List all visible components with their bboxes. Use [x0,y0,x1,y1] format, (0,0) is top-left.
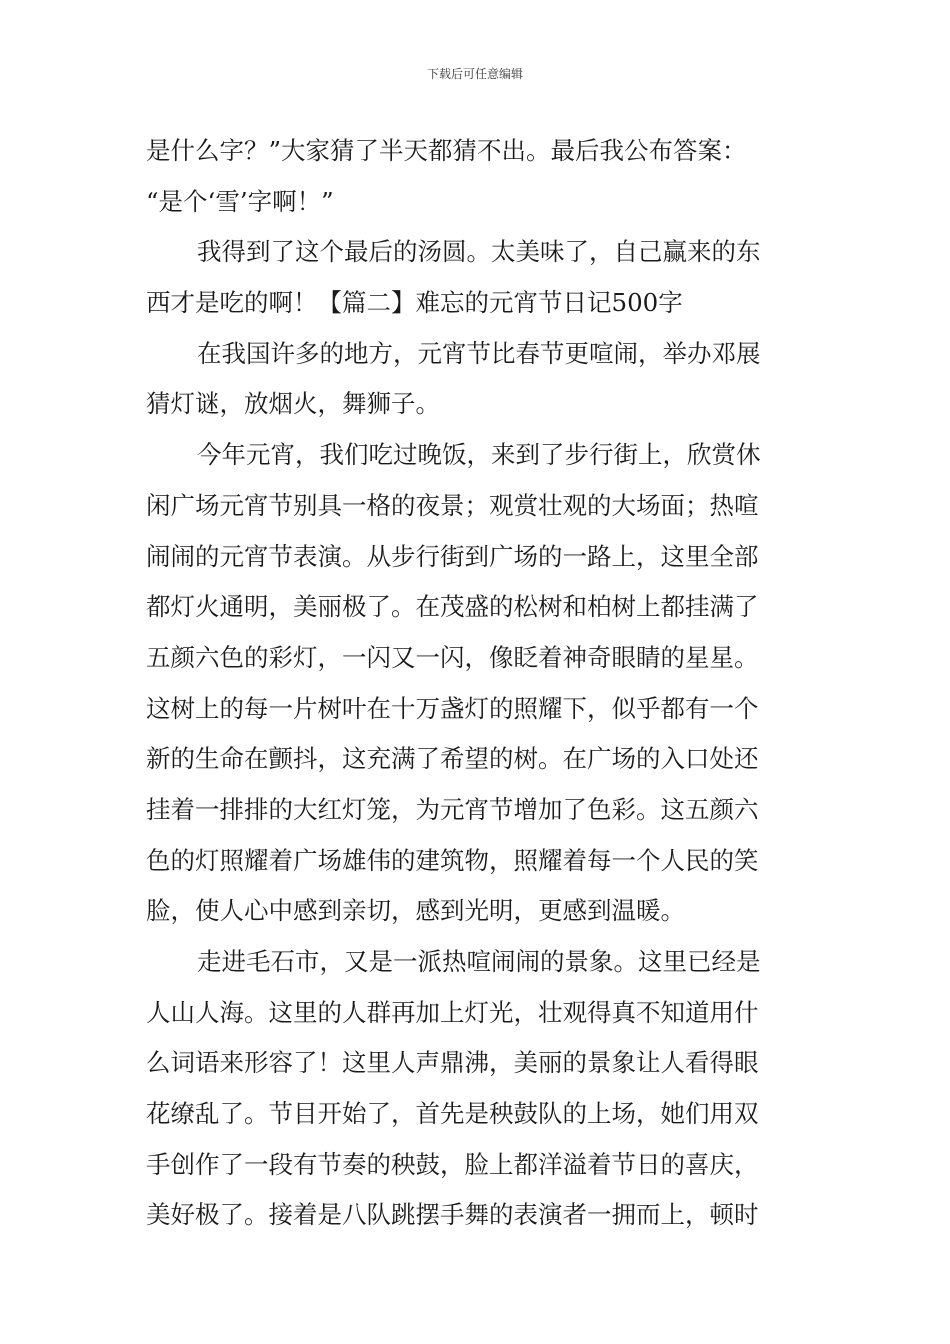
text-line: 色的灯照耀着广场雄伟的建筑物，照耀着每一个人民的笑 [146,845,759,875]
text-line: 西才是吃的啊！【篇二】难忘的元宵节日记500字 [146,288,683,318]
paragraph-start-line: 走进毛石市，又是一派热喧闹闹的景象。这里已经是 [197,947,761,976]
paragraph-start-line: 在我国许多的地方，元宵节比春节更喧闹，举办邓展 [197,338,761,368]
text-line: 猜灯谜，放烟火，舞狮子。 [146,389,440,419]
text-line: “是个‘雪’字啊！” [146,186,334,216]
document-body [146,126,808,1241]
paragraph-start-line: 我得到了这个最后的汤圆。太美味了，自己赢来的东 [197,237,761,267]
paragraph-start-line: 今年元宵，我们吃过晚饭，来到了步行街上，欣赏休 [197,440,761,470]
text-line: 花缭乱了。节目开始了，首先是秧鼓队的上场，她们用双 [146,1099,759,1129]
text-line: 手创作了一段有节奏的秧鼓，脸上都洋溢着节日的喜庆， [146,1149,759,1179]
text-line: 新的生命在颤抖，这充满了希望的树。在广场的入口处还 [146,744,759,774]
text-line: 都灯火通明，美丽极了。在茂盛的松树和柏树上都挂满了 [146,592,759,622]
text-line: 这树上的每一片树叶在十万盏灯的照耀下，似乎都有一个 [146,693,759,723]
text-line: 五颜六色的彩灯，一闪又一闪，像眨着神奇眼睛的星星。 [146,642,759,672]
text-line: 脸，使人心中感到亲切，感到光明，更感到温暖。 [146,896,685,926]
text-line: 么词语来形容了！这里人声鼎沸，美丽的景象让人看得眼 [146,1048,759,1078]
text-line: 闲广场元宵节别具一格的夜景；观赏壮观的大场面；热喧 [146,490,759,520]
text-line: 美好极了。接着是八队跳摆手舞的表演者一拥而上，顿时 [146,1200,759,1230]
text-line: 是什么字？”大家猜了半天都猜不出。最后我公布答案： [146,136,747,165]
text-line: 人山人海。这里的人群再加上灯光，壮观得真不知道用什 [146,997,759,1027]
text-line: 挂着一排排的大红灯笼，为元宵节增加了色彩。这五颜六 [146,794,759,824]
page-header: 下载后可任意编辑 [426,67,523,81]
text-line: 闹闹的元宵节表演。从步行街到广场的一路上，这里全部 [146,541,759,571]
